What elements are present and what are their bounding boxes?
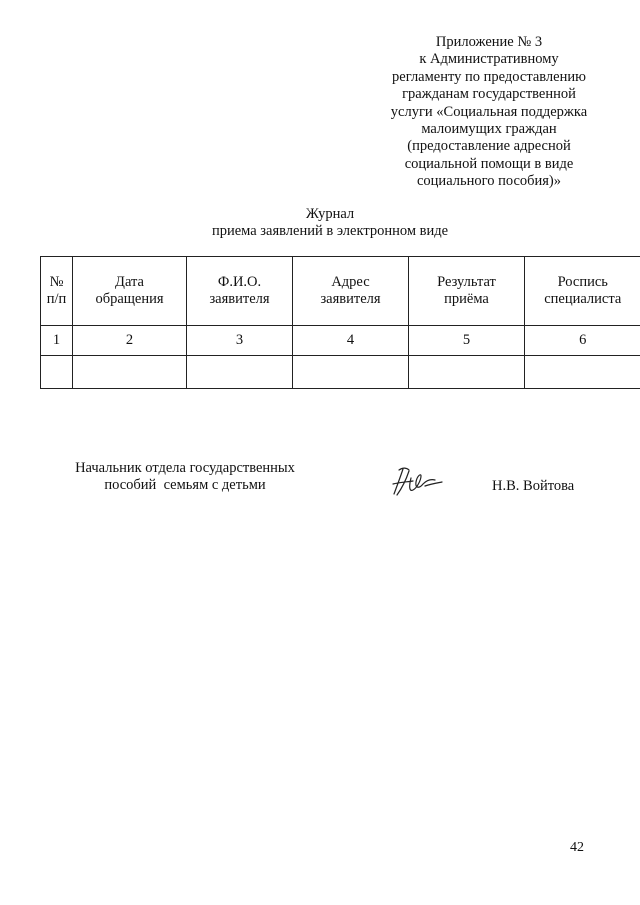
appendix-line: социальной помощи в виде: [404, 155, 574, 172]
header-line: заявителя: [320, 291, 381, 307]
page-number: 42: [570, 840, 584, 855]
column-number-row: [41, 326, 640, 356]
header-line: приёма: [444, 291, 489, 307]
column-number-cell: 3: [187, 326, 293, 356]
header-line: Адрес: [331, 274, 370, 290]
empty-cell: [293, 356, 409, 389]
journal-title-line1: Журнал: [305, 206, 355, 222]
header-line: Дата: [115, 274, 144, 290]
signer-position-line1: Начальник отдела государственных: [75, 460, 295, 476]
column-number-cell: 5: [409, 326, 525, 356]
header-line: заявителя: [209, 291, 270, 307]
empty-cell: [187, 356, 293, 389]
header-cell-fullname: [187, 257, 293, 326]
journal-title: [150, 206, 510, 240]
appendix-line: гражданам государственной: [402, 86, 576, 103]
journal-title-line2: приема заявлений в электронном виде: [211, 223, 449, 239]
empty-cell: [525, 356, 640, 389]
column-number-cell: 4: [293, 326, 409, 356]
signer-position-line2: пособий семьям с детьми: [104, 477, 266, 493]
signer-name: Н.В. Войтова: [492, 478, 575, 494]
header-line: п/п: [46, 291, 67, 307]
header-cell-address: [293, 257, 409, 326]
header-line: обращения: [95, 291, 164, 307]
table-header-row: [41, 257, 640, 326]
appendix-header: [360, 34, 618, 191]
header-cell-result: [409, 257, 525, 326]
appendix-line: услуги «Социальная поддержка: [390, 103, 588, 120]
empty-row: [41, 356, 640, 389]
signer-position: [60, 460, 310, 494]
appendix-line: малоимущих граждан: [421, 121, 557, 138]
column-number-cell: 2: [73, 326, 187, 356]
handwritten-signature: [385, 464, 445, 498]
appendix-line: Приложение № 3: [435, 34, 543, 50]
header-line: Роспись: [557, 274, 608, 290]
appendix-line: социального пособия)»: [416, 173, 562, 190]
header-cell-date: [73, 257, 187, 326]
header-cell-number: [41, 257, 73, 326]
appendix-line: к Административному: [419, 51, 559, 68]
empty-cell: [409, 356, 525, 389]
empty-cell: [41, 356, 73, 389]
header-line: Ф.И.О.: [217, 274, 262, 290]
appendix-line: регламенту по предоставлению: [392, 68, 586, 85]
header-line: специалиста: [544, 291, 622, 307]
journal-table: [40, 256, 640, 389]
empty-cell: [73, 356, 187, 389]
header-cell-signature: [525, 257, 640, 326]
header-line: №: [49, 274, 64, 290]
header-line: Результат: [437, 274, 496, 290]
column-number-cell: 6: [525, 326, 640, 356]
appendix-line: (предоставление адресной: [407, 138, 571, 155]
column-number-cell: 1: [41, 326, 73, 356]
